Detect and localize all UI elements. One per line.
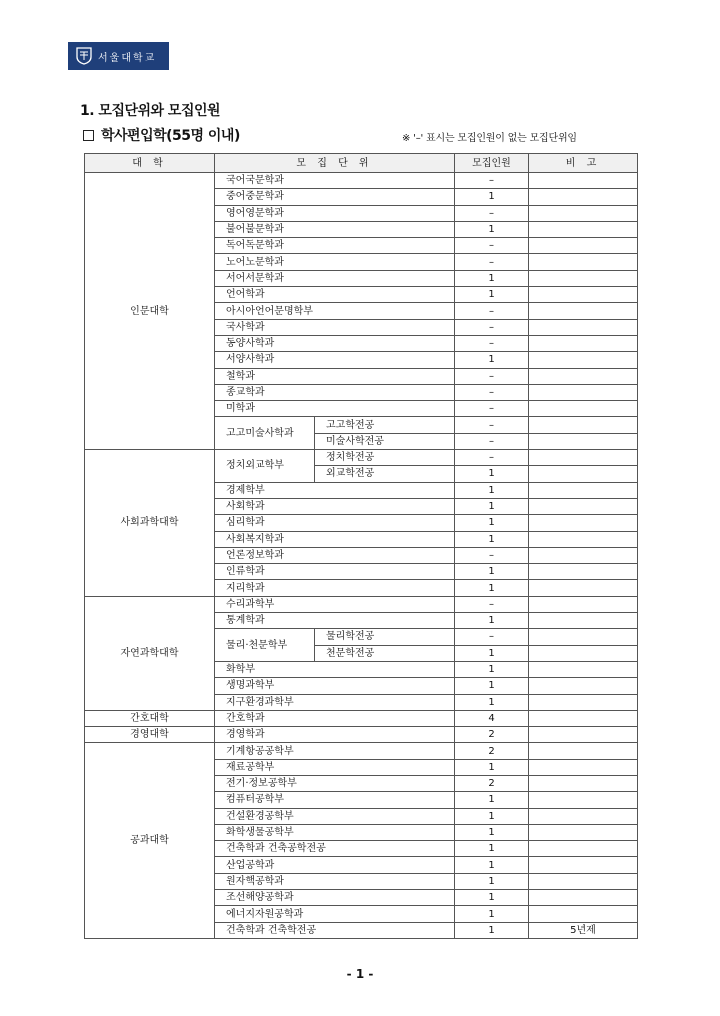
count-cell: 1 (455, 564, 529, 580)
unit-cell: 언론정보학과 (215, 547, 455, 563)
remark-cell (529, 710, 638, 726)
remark-cell (529, 384, 638, 400)
table-row (85, 450, 638, 466)
unit-cell: 불어불문학과 (215, 221, 455, 237)
logo-text: 서울대학교 (98, 52, 157, 64)
count-cell: – (455, 384, 529, 400)
table-note: ※ '–' 표시는 모집인원이 없는 모집단위임 (402, 133, 577, 144)
unit-cell: 물리·천문학부 (215, 629, 315, 662)
remark-cell (529, 547, 638, 563)
count-cell: 1 (455, 287, 529, 303)
count-cell: 1 (455, 221, 529, 237)
remark-cell (529, 303, 638, 319)
remark-cell (529, 515, 638, 531)
unit-cell: 전기·정보공학부 (215, 775, 455, 791)
remark-cell: 5년제 (529, 922, 638, 938)
header-remark: 비 고 (529, 154, 638, 173)
college-cell: 사회과학대학 (85, 450, 215, 597)
remark-cell (529, 238, 638, 254)
count-cell: 2 (455, 727, 529, 743)
remark-cell (529, 270, 638, 286)
unit-cell: 수리과학부 (215, 596, 455, 612)
unit-cell: 에너지자원공학과 (215, 906, 455, 922)
count-cell: – (455, 173, 529, 189)
unit-cell: 철학과 (215, 368, 455, 384)
count-cell: – (455, 401, 529, 417)
remark-cell (529, 287, 638, 303)
major-cell: 물리학전공 (315, 629, 455, 645)
unit-cell: 건축학과 건축공학전공 (215, 841, 455, 857)
count-cell: 1 (455, 613, 529, 629)
table-row (85, 596, 638, 612)
unit-cell: 통계학과 (215, 613, 455, 629)
count-cell: – (455, 629, 529, 645)
remark-cell (529, 694, 638, 710)
count-cell: 1 (455, 189, 529, 205)
college-cell: 인문대학 (85, 173, 215, 450)
unit-cell: 종교학과 (215, 384, 455, 400)
count-cell: – (455, 417, 529, 433)
checkbox-square-icon (83, 130, 94, 141)
remark-cell (529, 221, 638, 237)
unit-cell: 경제학부 (215, 482, 455, 498)
count-cell: 1 (455, 678, 529, 694)
count-cell: 1 (455, 694, 529, 710)
count-cell: – (455, 547, 529, 563)
remark-cell (529, 775, 638, 791)
page-number: - 1 - (346, 967, 374, 981)
header-unit: 모 집 단 위 (215, 154, 455, 173)
count-cell: – (455, 303, 529, 319)
unit-cell: 컴퓨터공학부 (215, 792, 455, 808)
unit-cell: 건축학과 건축학전공 (215, 922, 455, 938)
university-logo (68, 42, 169, 70)
remark-cell (529, 596, 638, 612)
remark-cell (529, 433, 638, 449)
remark-cell (529, 450, 638, 466)
count-cell: 1 (455, 531, 529, 547)
remark-cell (529, 189, 638, 205)
unit-cell: 산업공학과 (215, 857, 455, 873)
count-cell: 1 (455, 270, 529, 286)
subtitle-text: 학사편입학(55명 이내) (101, 128, 240, 144)
unit-cell: 노어노문학과 (215, 254, 455, 270)
count-cell: 1 (455, 498, 529, 514)
count-cell: 1 (455, 645, 529, 661)
count-cell: – (455, 450, 529, 466)
count-cell: 1 (455, 922, 529, 938)
remark-cell (529, 759, 638, 775)
remark-cell (529, 205, 638, 221)
unit-cell: 아시아언어문명학부 (215, 303, 455, 319)
unit-cell: 사회학과 (215, 498, 455, 514)
remark-cell (529, 792, 638, 808)
college-cell: 간호대학 (85, 710, 215, 726)
count-cell: – (455, 205, 529, 221)
unit-cell: 화학생물공학부 (215, 824, 455, 840)
unit-cell: 고고미술사학과 (215, 417, 315, 450)
count-cell: 1 (455, 661, 529, 677)
remark-cell (529, 613, 638, 629)
unit-cell: 지리학과 (215, 580, 455, 596)
count-cell: 1 (455, 759, 529, 775)
remark-cell (529, 335, 638, 351)
unit-cell: 동양사학과 (215, 335, 455, 351)
college-cell: 자연과학대학 (85, 596, 215, 710)
remark-cell (529, 661, 638, 677)
remark-cell (529, 678, 638, 694)
unit-cell: 인류학과 (215, 564, 455, 580)
count-cell: 1 (455, 824, 529, 840)
header-count: 모집인원 (455, 154, 529, 173)
remark-cell (529, 629, 638, 645)
table-row (85, 743, 638, 759)
remark-cell (529, 368, 638, 384)
remark-cell (529, 498, 638, 514)
remark-cell (529, 173, 638, 189)
count-cell: – (455, 596, 529, 612)
college-cell: 경영대학 (85, 727, 215, 743)
remark-cell (529, 531, 638, 547)
remark-cell (529, 906, 638, 922)
remark-cell (529, 727, 638, 743)
remark-cell (529, 417, 638, 433)
recruitment-table (84, 153, 638, 939)
major-cell: 정치학전공 (315, 450, 455, 466)
count-cell: 1 (455, 808, 529, 824)
unit-cell: 서어서문학과 (215, 270, 455, 286)
section-subtitle (83, 125, 240, 145)
remark-cell (529, 857, 638, 873)
unit-cell: 생명과학부 (215, 678, 455, 694)
major-cell: 외교학전공 (315, 466, 455, 482)
unit-cell: 미학과 (215, 401, 455, 417)
unit-cell: 국어국문학과 (215, 173, 455, 189)
unit-cell: 재료공학부 (215, 759, 455, 775)
unit-cell: 국사학과 (215, 319, 455, 335)
remark-cell (529, 580, 638, 596)
unit-cell: 독어독문학과 (215, 238, 455, 254)
table-row (85, 727, 638, 743)
count-cell: 1 (455, 515, 529, 531)
remark-cell (529, 808, 638, 824)
count-cell: – (455, 238, 529, 254)
unit-cell: 간호학과 (215, 710, 455, 726)
remark-cell (529, 564, 638, 580)
remark-cell (529, 824, 638, 840)
count-cell: 2 (455, 775, 529, 791)
unit-cell: 정치외교학부 (215, 450, 315, 483)
count-cell: 1 (455, 466, 529, 482)
major-cell: 고고학전공 (315, 417, 455, 433)
count-cell: 1 (455, 841, 529, 857)
unit-cell: 원자핵공학과 (215, 873, 455, 889)
section-title: 1. 모집단위와 모집인원 (80, 103, 221, 119)
unit-cell: 영어영문학과 (215, 205, 455, 221)
count-cell: 1 (455, 906, 529, 922)
unit-cell: 서양사학과 (215, 352, 455, 368)
count-cell: – (455, 335, 529, 351)
unit-cell: 기계항공공학부 (215, 743, 455, 759)
table-row (85, 710, 638, 726)
remark-cell (529, 254, 638, 270)
remark-cell (529, 841, 638, 857)
count-cell: – (455, 368, 529, 384)
count-cell: 1 (455, 873, 529, 889)
remark-cell (529, 743, 638, 759)
snu-emblem-icon (76, 47, 92, 65)
count-cell: – (455, 254, 529, 270)
remark-cell (529, 352, 638, 368)
count-cell: 1 (455, 352, 529, 368)
remark-cell (529, 401, 638, 417)
remark-cell (529, 466, 638, 482)
header-college: 대 학 (85, 154, 215, 173)
count-cell: 2 (455, 743, 529, 759)
unit-cell: 언어학과 (215, 287, 455, 303)
remark-cell (529, 482, 638, 498)
major-cell: 미술사학전공 (315, 433, 455, 449)
college-cell: 공과대학 (85, 743, 215, 939)
remark-cell (529, 890, 638, 906)
unit-cell: 중어중문학과 (215, 189, 455, 205)
major-cell: 천문학전공 (315, 645, 455, 661)
count-cell: 1 (455, 482, 529, 498)
count-cell: 1 (455, 792, 529, 808)
unit-cell: 조선해양공학과 (215, 890, 455, 906)
unit-cell: 화학부 (215, 661, 455, 677)
count-cell: – (455, 319, 529, 335)
unit-cell: 사회복지학과 (215, 531, 455, 547)
count-cell: – (455, 433, 529, 449)
count-cell: 1 (455, 890, 529, 906)
remark-cell (529, 319, 638, 335)
unit-cell: 건설환경공학부 (215, 808, 455, 824)
unit-cell: 지구환경과학부 (215, 694, 455, 710)
remark-cell (529, 873, 638, 889)
table-row (85, 173, 638, 189)
unit-cell: 경영학과 (215, 727, 455, 743)
unit-cell: 심리학과 (215, 515, 455, 531)
table-header-row (85, 154, 638, 173)
count-cell: 1 (455, 580, 529, 596)
remark-cell (529, 645, 638, 661)
count-cell: 4 (455, 710, 529, 726)
count-cell: 1 (455, 857, 529, 873)
